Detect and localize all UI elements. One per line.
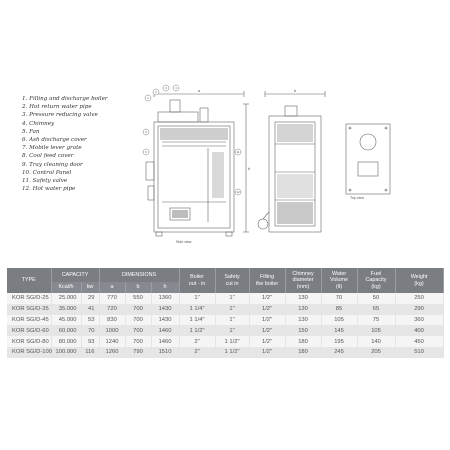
callout-label: 4 — [175, 86, 177, 90]
cell-chimney: 130 — [285, 304, 321, 315]
cell-boiler: 1" — [179, 293, 215, 304]
cell-kw: 29 — [81, 293, 99, 304]
header-dimensions: DIMENSIONS — [99, 268, 179, 282]
legend-item: 9. Tray cleaning door — [22, 161, 83, 168]
cell-weight: 250 — [395, 293, 443, 304]
cell-filling: 1/2" — [249, 325, 285, 336]
cell-a: 1260 — [99, 347, 125, 358]
legend-item: 7. Mobile lever grate — [22, 145, 82, 152]
cell-water: 105 — [321, 315, 357, 326]
cell-weight: 400 — [395, 325, 443, 336]
cell-fuel: 50 — [357, 293, 395, 304]
cell-h: 1430 — [151, 304, 179, 315]
cell-h: 1510 — [151, 347, 179, 358]
legend-item: 4. Chimney — [22, 120, 55, 127]
cell-kcal: 60.000 — [51, 325, 81, 336]
cell-b: 700 — [125, 336, 151, 347]
cell-type: KOR SG/D-45 — [7, 315, 51, 326]
parts-legend — [22, 95, 142, 193]
boiler-side-view-drawing — [140, 82, 252, 252]
cell-boiler: 1 1/2" — [179, 325, 215, 336]
subheader-h: h — [151, 282, 179, 293]
callout-label: 6 — [145, 150, 147, 154]
cell-chimney: 130 — [285, 293, 321, 304]
legend-item: 8. Cool feed cover — [22, 153, 74, 160]
cell-boiler: 2" — [179, 336, 215, 347]
cell-safety: 1 1/2" — [215, 347, 249, 358]
cell-weight: 510 — [395, 347, 443, 358]
cell-a: 1000 — [99, 325, 125, 336]
callout-label: 1 — [147, 96, 149, 100]
dimension-a-label: a — [198, 88, 201, 93]
cell-kw: 41 — [81, 304, 99, 315]
legend-item: 1. Filling and discharge boiler — [22, 96, 108, 102]
header-filling: Filling the boiler — [249, 268, 285, 293]
legend-item: 10. Control Panel — [22, 169, 72, 176]
legend-item: 5. Fan — [22, 128, 40, 135]
cell-kcal: 25.000 — [51, 293, 81, 304]
cell-chimney: 180 — [285, 347, 321, 358]
legend-item: 6. Ash discharge cover — [22, 137, 87, 144]
cell-chimney: 130 — [285, 315, 321, 326]
cell-a: 1240 — [99, 336, 125, 347]
cell-water: 70 — [321, 293, 357, 304]
callout-label: 3 — [165, 86, 167, 90]
cell-filling: 1/2" — [249, 304, 285, 315]
cell-a: 770 — [99, 293, 125, 304]
subheader-b: b — [125, 282, 151, 293]
cell-type: KOR SG/D-35 — [7, 304, 51, 315]
cell-chimney: 150 — [285, 325, 321, 336]
table-row — [7, 315, 443, 326]
cell-kcal: 80.000 — [51, 336, 81, 347]
cell-h: 1360 — [151, 293, 179, 304]
cell-safety: 1 1/2" — [215, 336, 249, 347]
cell-fuel: 75 — [357, 315, 395, 326]
cell-kw: 53 — [81, 315, 99, 326]
cell-b: 550 — [125, 293, 151, 304]
cell-filling: 1/2" — [249, 315, 285, 326]
dimension-h-label: h — [248, 166, 251, 171]
cell-safety: 1" — [215, 293, 249, 304]
side-view-caption: Side view — [176, 240, 192, 244]
specifications-table — [7, 268, 444, 358]
cell-type: KOR SG/D-25 — [7, 293, 51, 304]
cell-kcal: 45.000 — [51, 315, 81, 326]
subheader-kcal: Kcal/h — [51, 282, 81, 293]
callout-label: 2 — [155, 90, 157, 94]
cell-filling: 1/2" — [249, 347, 285, 358]
table-row — [7, 325, 443, 336]
cell-safety: 1" — [215, 304, 249, 315]
callout-label: 11 — [236, 150, 240, 154]
legend-item: 3. Pressure reducing valve — [22, 112, 98, 119]
cell-weight: 290 — [395, 304, 443, 315]
cell-boiler: 1 1/4" — [179, 315, 215, 326]
cell-fuel: 105 — [357, 325, 395, 336]
table-row — [7, 336, 443, 347]
cell-boiler: 2" — [179, 347, 215, 358]
cell-kcal: 35.000 — [51, 304, 81, 315]
header-boiler: Boiler out - in — [179, 268, 215, 293]
top-view-caption: Top view — [350, 196, 364, 200]
cell-type: KOR SG/D-60 — [7, 325, 51, 336]
cell-h: 1460 — [151, 325, 179, 336]
cell-water: 145 — [321, 325, 357, 336]
cell-boiler: 1 1/4" — [179, 304, 215, 315]
front-view-svg — [255, 82, 335, 252]
cell-water: 195 — [321, 336, 357, 347]
cell-b: 790 — [125, 347, 151, 358]
cell-h: 1460 — [151, 336, 179, 347]
legend-item: 12. Hot water pipe — [22, 186, 76, 193]
table-row — [7, 347, 443, 358]
callout-label: 12 — [236, 190, 240, 194]
header-weight: Weight (kg) — [395, 268, 443, 293]
cell-chimney: 180 — [285, 336, 321, 347]
header-capacity: CAPACITY — [51, 268, 99, 282]
subheader-kw: kw — [81, 282, 99, 293]
dimension-b-label: b — [294, 88, 297, 93]
callout-label: 5 — [145, 130, 147, 134]
header-fuel-capacity: Fuel Capacity (kg) — [357, 268, 395, 293]
cell-kw: 70 — [81, 325, 99, 336]
cell-b: 700 — [125, 325, 151, 336]
cell-a: 720 — [99, 304, 125, 315]
cell-h: 1430 — [151, 315, 179, 326]
boiler-top-view-drawing — [342, 120, 398, 210]
cell-type: KOR SG/D-80 — [7, 336, 51, 347]
cell-fuel: 205 — [357, 347, 395, 358]
cell-a: 830 — [99, 315, 125, 326]
cell-safety: 1" — [215, 325, 249, 336]
header-water-volume: Water Volume (lt) — [321, 268, 357, 293]
cell-weight: 360 — [395, 315, 443, 326]
cell-kw: 116 — [81, 347, 99, 358]
header-type: TYPE — [7, 268, 51, 293]
boiler-front-view-drawing — [255, 82, 335, 252]
cell-weight: 450 — [395, 336, 443, 347]
cell-safety: 1" — [215, 315, 249, 326]
cell-water: 245 — [321, 347, 357, 358]
cell-fuel: 140 — [357, 336, 395, 347]
cell-type: KOR SG/D-100 — [7, 347, 51, 358]
legend-item: 2. Hot return water pipe — [22, 104, 92, 111]
cell-filling: 1/2" — [249, 336, 285, 347]
table-row — [7, 304, 443, 315]
cell-filling: 1/2" — [249, 293, 285, 304]
cell-kcal: 100.000 — [51, 347, 81, 358]
header-safety: Safety cut in — [215, 268, 249, 293]
cell-b: 700 — [125, 315, 151, 326]
header-chimney: Chimney diameter (mm) — [285, 268, 321, 293]
legend-item: 11. Safety valve — [22, 178, 68, 185]
side-view-svg — [140, 82, 252, 252]
subheader-a: a — [99, 282, 125, 293]
table-body — [7, 293, 443, 358]
cell-water: 85 — [321, 304, 357, 315]
table-row — [7, 293, 443, 304]
cell-kw: 93 — [81, 336, 99, 347]
cell-fuel: 65 — [357, 304, 395, 315]
cell-b: 700 — [125, 304, 151, 315]
